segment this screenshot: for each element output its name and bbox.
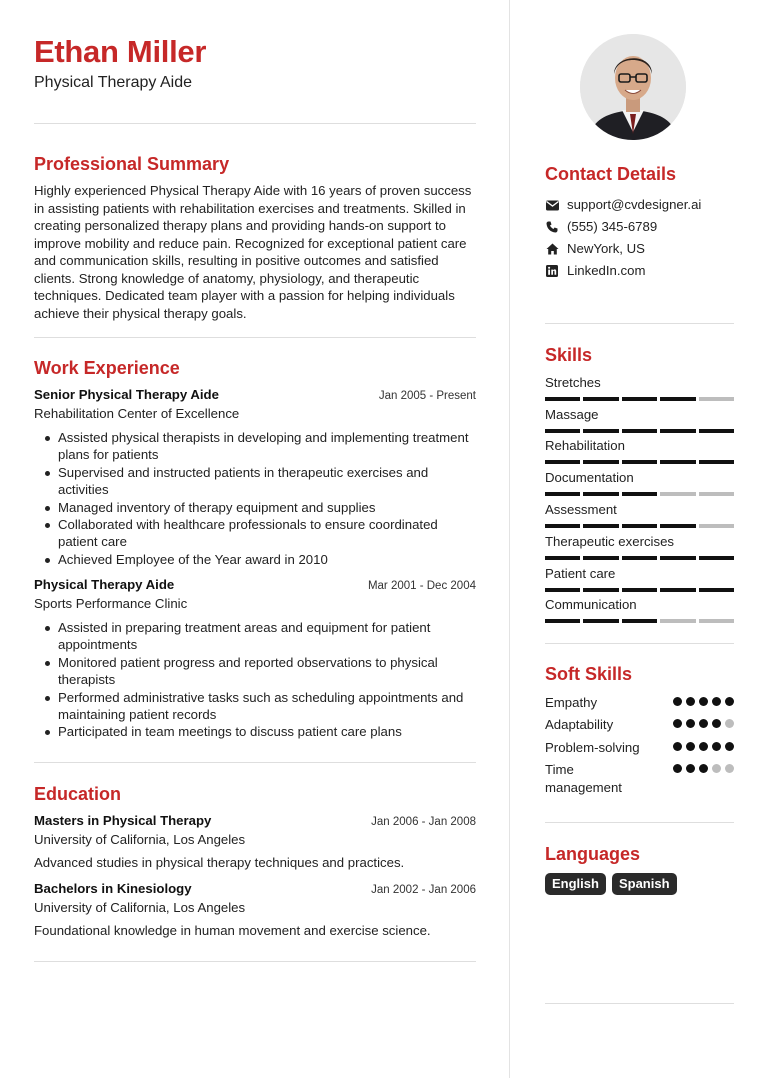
skill-level-bar <box>660 492 695 496</box>
contact-heading: Contact Details <box>545 164 677 184</box>
skill-bars <box>545 397 734 401</box>
skill-name: Stretches <box>545 375 601 390</box>
skill-name: Assessment <box>545 502 617 517</box>
soft-skill-level-dot <box>725 742 734 751</box>
skill-level-bar <box>545 492 580 496</box>
school-name: University of California, Los Angeles <box>34 900 246 915</box>
skill-level-bar <box>622 588 657 592</box>
divider <box>34 961 476 962</box>
skill-level-bar <box>583 619 618 623</box>
skill-name: Therapeutic exercises <box>545 534 675 549</box>
skill-level-bar <box>660 397 695 401</box>
job-bullet: Supervised and instructed patients in therapeutic exercises and activities <box>34 464 476 499</box>
skill-level-bar <box>583 588 618 592</box>
job-bullet: Assisted in preparing treatment areas and equipment for patient appointments <box>34 619 476 654</box>
divider <box>34 762 476 763</box>
profile-photo <box>580 34 686 140</box>
education-entry <box>34 880 476 939</box>
soft-skill-dots <box>673 716 734 734</box>
skill-level-bar <box>545 619 580 623</box>
skill-level-bar <box>622 524 657 528</box>
soft-skill-level-dot <box>699 764 708 773</box>
soft-skill-level-dot <box>686 719 695 728</box>
skill-level-bar <box>583 524 618 528</box>
skill-level-bar <box>583 492 618 496</box>
job-bullets <box>34 429 476 568</box>
soft-skill-level-dot <box>673 719 682 728</box>
skill-bars <box>545 556 734 560</box>
language-tag: English <box>545 873 606 895</box>
person-avatar-icon <box>580 34 686 140</box>
skill-item <box>545 502 734 528</box>
skill-level-bar <box>622 492 657 496</box>
job-title: Physical Therapy Aide <box>34 577 175 592</box>
skill-level-bar <box>545 460 580 464</box>
job-dates: Mar 2001 - Dec 2004 <box>367 580 476 592</box>
skill-bars <box>545 524 734 528</box>
soft-skill-level-dot <box>712 764 721 773</box>
skill-level-bar <box>699 556 734 560</box>
envelope-icon <box>545 198 559 212</box>
soft-skill-level-dot <box>712 742 721 751</box>
skill-name: Patient care <box>545 566 616 581</box>
soft-skill-level-dot <box>699 697 708 706</box>
skill-level-bar <box>622 460 657 464</box>
skill-bars <box>545 429 734 433</box>
soft-skill-name: Empathy <box>545 695 598 710</box>
job-bullet: Managed inventory of therapy equipment and supplies <box>34 499 476 516</box>
soft-skill-name: Adaptability <box>545 717 614 732</box>
skill-level-bar <box>699 619 734 623</box>
soft-skill-level-dot <box>725 697 734 706</box>
soft-skill-level-dot <box>673 697 682 706</box>
skill-item <box>545 534 734 560</box>
soft-skill-level-dot <box>686 742 695 751</box>
skill-level-bar <box>622 556 657 560</box>
experience-heading: Work Experience <box>34 358 180 378</box>
soft-skill-level-dot <box>686 697 695 706</box>
skill-level-bar <box>583 397 618 401</box>
soft-skill-dots <box>673 739 734 757</box>
candidate-name: Ethan Miller <box>34 34 207 69</box>
skill-level-bar <box>622 429 657 433</box>
language-tags <box>545 873 677 895</box>
divider <box>34 123 476 124</box>
job-organization: Sports Performance Clinic <box>34 596 188 611</box>
skill-level-bar <box>699 460 734 464</box>
skill-name: Documentation <box>545 470 634 485</box>
skill-level-bar <box>583 556 618 560</box>
education-description: Advanced studies in physical therapy techniques and practices. <box>34 855 405 870</box>
phone-icon <box>545 220 559 234</box>
skill-name: Rehabilitation <box>545 438 625 453</box>
job-bullet: Participated in team meetings to discuss patient care plans <box>34 723 476 740</box>
skill-bars <box>545 588 734 592</box>
education-description: Foundational knowledge in human movement and exercise science. <box>34 923 431 938</box>
school-name: University of California, Los Angeles <box>34 832 246 847</box>
job-bullet: Monitored patient progress and reported observations to physical therapists <box>34 654 476 689</box>
soft-skill-level-dot <box>699 742 708 751</box>
contact-phone[interactable] <box>545 219 657 235</box>
soft-skill-item <box>545 739 734 757</box>
contact-phone-text: (555) 345-6789 <box>567 219 658 234</box>
skill-level-bar <box>545 524 580 528</box>
job-bullet: Assisted physical therapists in developing and implementing treatment plans for patients <box>34 429 476 464</box>
job-entry <box>34 386 476 568</box>
skill-level-bar <box>660 524 695 528</box>
skill-level-bar <box>699 524 734 528</box>
soft-skill-level-dot <box>725 719 734 728</box>
linkedin-icon <box>545 264 559 278</box>
contact-email-text: support@cvdesigner.ai <box>567 197 702 212</box>
skill-bars <box>545 619 734 623</box>
soft-skill-level-dot <box>712 719 721 728</box>
divider <box>545 1003 734 1004</box>
skill-name: Communication <box>545 597 637 612</box>
contact-linkedin-text: LinkedIn.com <box>567 263 646 278</box>
home-icon <box>545 242 559 256</box>
degree-title: Bachelors in Kinesiology <box>34 881 192 896</box>
education-entry <box>34 812 476 871</box>
education-dates: Jan 2006 - Jan 2008 <box>371 816 476 828</box>
soft-skill-level-dot <box>725 764 734 773</box>
soft-skill-dots <box>673 761 734 796</box>
skill-item <box>545 438 734 464</box>
soft-skill-name: Problem-solving <box>545 740 640 755</box>
skill-level-bar <box>545 588 580 592</box>
skill-level-bar <box>622 397 657 401</box>
languages-heading: Languages <box>545 844 641 864</box>
divider <box>545 323 734 324</box>
soft-skill-item <box>545 761 734 796</box>
job-bullets <box>34 619 476 741</box>
skill-level-bar <box>583 460 618 464</box>
skill-level-bar <box>583 429 618 433</box>
education-heading: Education <box>34 784 122 804</box>
contact-location <box>545 241 645 257</box>
soft-skill-item <box>545 694 734 712</box>
job-organization: Rehabilitation Center of Excellence <box>34 406 240 421</box>
skill-name: Massage <box>545 407 599 422</box>
skill-level-bar <box>545 429 580 433</box>
contact-location-text: NewYork, US <box>567 241 645 256</box>
skills-heading: Skills <box>545 345 593 365</box>
skill-item <box>545 407 734 433</box>
skill-level-bar <box>622 619 657 623</box>
soft-skill-item <box>545 716 734 734</box>
skill-level-bar <box>660 588 695 592</box>
soft-skill-dots <box>673 694 734 712</box>
contact-email[interactable] <box>545 197 701 213</box>
skill-level-bar <box>660 619 695 623</box>
skill-level-bar <box>699 492 734 496</box>
skill-level-bar <box>699 429 734 433</box>
job-bullet: Performed administrative tasks such as scheduling appointments and maintaining patient records <box>34 689 476 724</box>
job-bullet: Achieved Employee of the Year award in 2010 <box>34 551 476 568</box>
skill-level-bar <box>660 429 695 433</box>
divider <box>545 643 734 644</box>
job-entry <box>34 576 476 741</box>
skill-bars <box>545 460 734 464</box>
soft-skill-name: Time management <box>545 762 622 795</box>
skill-item <box>545 470 734 496</box>
language-tag: Spanish <box>612 873 677 895</box>
job-title: Senior Physical Therapy Aide <box>34 387 219 402</box>
candidate-title: Physical Therapy Aide <box>34 74 193 91</box>
soft-skill-level-dot <box>699 719 708 728</box>
skill-level-bar <box>660 460 695 464</box>
divider <box>545 822 734 823</box>
soft-skill-level-dot <box>686 764 695 773</box>
skill-level-bar <box>545 397 580 401</box>
job-bullet: Collaborated with healthcare professionals to ensure coordinated patient care <box>34 516 476 551</box>
degree-title: Masters in Physical Therapy <box>34 813 212 828</box>
divider <box>34 337 476 338</box>
skill-item <box>545 597 734 623</box>
summary-heading: Professional Summary <box>34 154 230 174</box>
column-divider <box>509 0 510 1078</box>
skill-item <box>545 375 734 401</box>
job-dates: Jan 2005 - Present <box>378 390 476 402</box>
soft-skill-level-dot <box>712 697 721 706</box>
skill-level-bar <box>699 397 734 401</box>
soft-skill-level-dot <box>673 764 682 773</box>
summary-text: Highly experienced Physical Therapy Aide with 16 years of proven success in assisting patients with rehabilitation exercises and treatments. Skilled in creating personalized therapy plans and providing hands-on support to improve mobility and reduce pain. Recognized for exceptional patient care and communication skills, resulting in positive outcomes and satisfied clients. Strong knowledge of anatomy, physiology, and therapeutic techniques. Dedicated team player with a passion for helping individuals achieve their physical therapy goals. <box>34 183 472 321</box>
education-dates: Jan 2002 - Jan 2006 <box>371 884 476 896</box>
skill-level-bar <box>545 556 580 560</box>
skill-level-bar <box>660 556 695 560</box>
soft-skills-heading: Soft Skills <box>545 664 633 684</box>
skill-item <box>545 566 734 592</box>
soft-skill-level-dot <box>673 742 682 751</box>
skill-level-bar <box>699 588 734 592</box>
contact-linkedin[interactable] <box>545 263 645 279</box>
skill-bars <box>545 492 734 496</box>
